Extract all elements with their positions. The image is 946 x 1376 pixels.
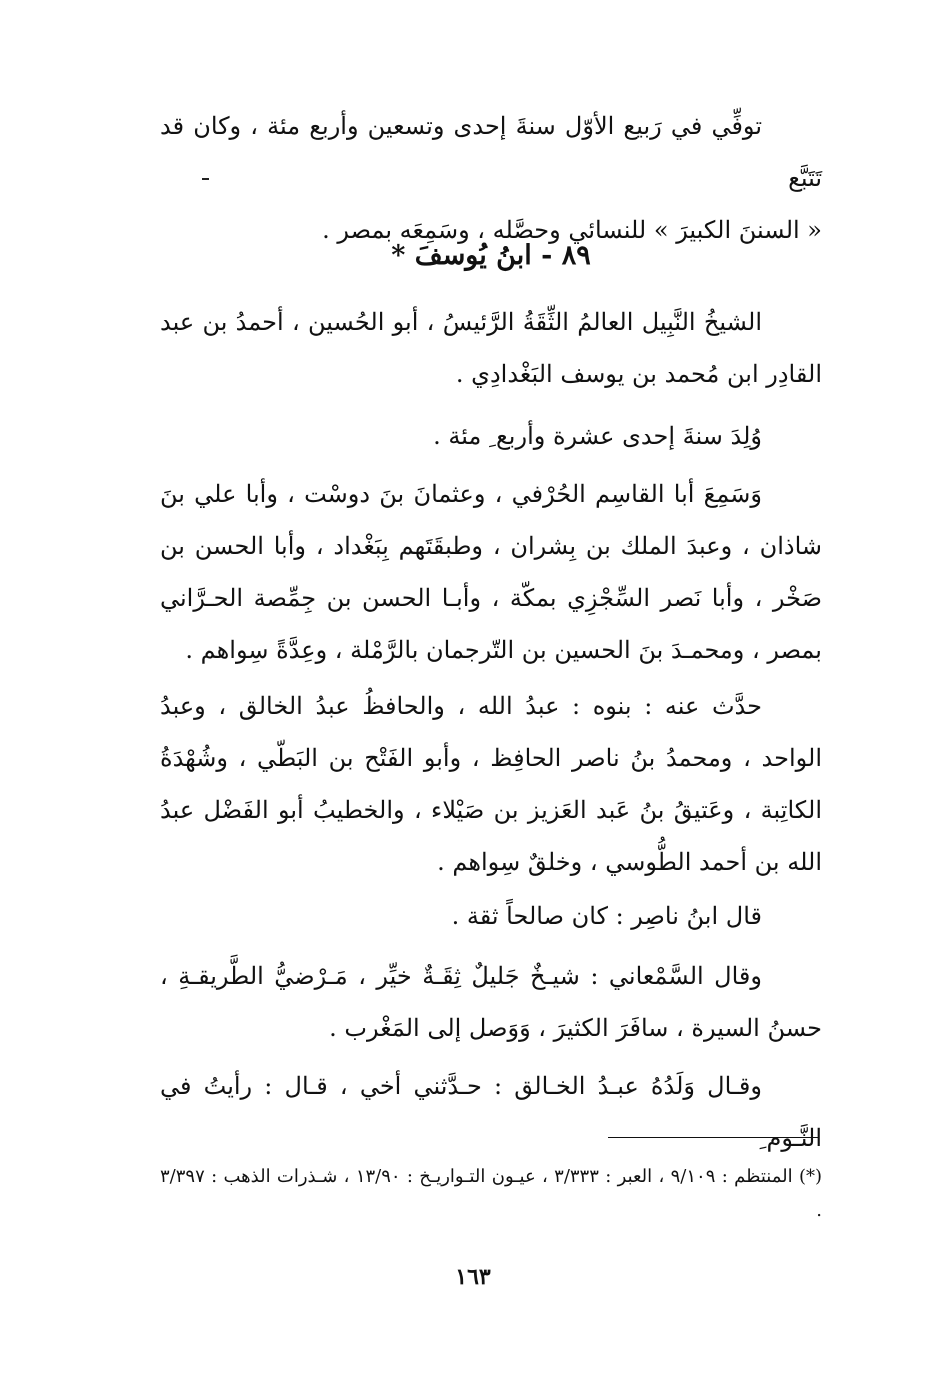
paragraph-text: قال ابنُ ناصِر : كان صالحاً ثقة . [451,902,762,930]
paragraph-text: وقـال وَلَدُهُ عبـدُ الخـالق : حـدَّثني أخي ، قـال : رأيتُ في النَّـوم ِ [160,1072,822,1152]
footnote: (*) المنتظم : ٩/١٠٩ ، العبر : ٣/٣٣٣ ، عيـون التـواريـخ : ١٣/٩٠ ، شـذرات الذهب : ٣/٣٩٧ . [160,1166,822,1221]
paragraph-text: وَسَمِعَ أبا القاسِم الحُرْفي ، وعثمانَ بنَ دوسْت ، وأبا علي بنَ شاذان ، وعبدَ الملك بن بِشران ، وطبقَتَهم بِبَغْداد ، وأبا الحسن بن صَخْر ، وأبا نَصر السِّجْزِي بمكّة ، وأبـا الحسن بن جِمِّصة الحـرَّاني بمصر ، ومحمـدَ بنَ الحسين بن التّرجمان بالرَّمْلة ، وعِدَّةً سِواهم . [160,480,822,664]
body-paragraph-5 [160,890,822,942]
body-paragraph-1 [160,296,822,400]
intro-line-2: « السننَ الكبيرَ » للنسائي وحصَّله ، وسَمِعَه بمصر . [322,216,822,244]
entry-heading: ٨٩ - ابنُ يُوسفَ * [391,240,591,271]
paragraph-text: حدَّث عنه : بنوه : عبدُ الله ، والحافظُ عبدُ الخالق ، وعبدُ الواحد ، ومحمدُ بنُ ناصر الحافِظ ، وأبو الفَتْح بن البَطّي ، وشُهْدَةُ الكاتِبة ، وعَتيقُ بنُ عَبد العَزيز بن صَيْلاء ، والخطيبُ أبو الفَضْل عبدُ الله بن أحمد الطُّوسي ، وخلقٌ سِواهم . [160,692,822,876]
page-number: ١٦٣ [455,1264,491,1290]
paragraph-text: الشيخُ النَّبِيل العالمُ الثِّقَةُ الرَّئيسُ ، أبو الحُسين ، أحمدُ بن عبد القادِر ابن مُحمد بن يوسف البَغْدادِي . [160,308,822,388]
body-paragraph-3 [160,468,822,676]
paragraph-text: وقال السَّمْعاني : شيـخٌ جَليلٌ ثِقَـةٌ خيِّر ، مَـرْضيُّ الطَّريقـةِ ، حسنُ السيرة ، سافَرَ الكثيرَ ، وَوَصل إلى المَغْرب . [160,962,822,1042]
body-paragraph-2 [160,410,822,462]
paragraph-text: وُلِدَ سنةَ إحدى عشرة وأربع ِ مئة . [433,422,762,450]
body-paragraph-4 [160,680,822,888]
footnote-divider [608,1137,818,1138]
body-paragraph-6 [160,950,822,1054]
intro-line-1: توفِّي في رَبيع الأوّل سنةَ إحدى وتسعين وأربع مئة ، وكان قد تَتَبَّع [160,112,822,192]
intro-text [160,100,822,256]
body-paragraph-7 [160,1060,822,1164]
